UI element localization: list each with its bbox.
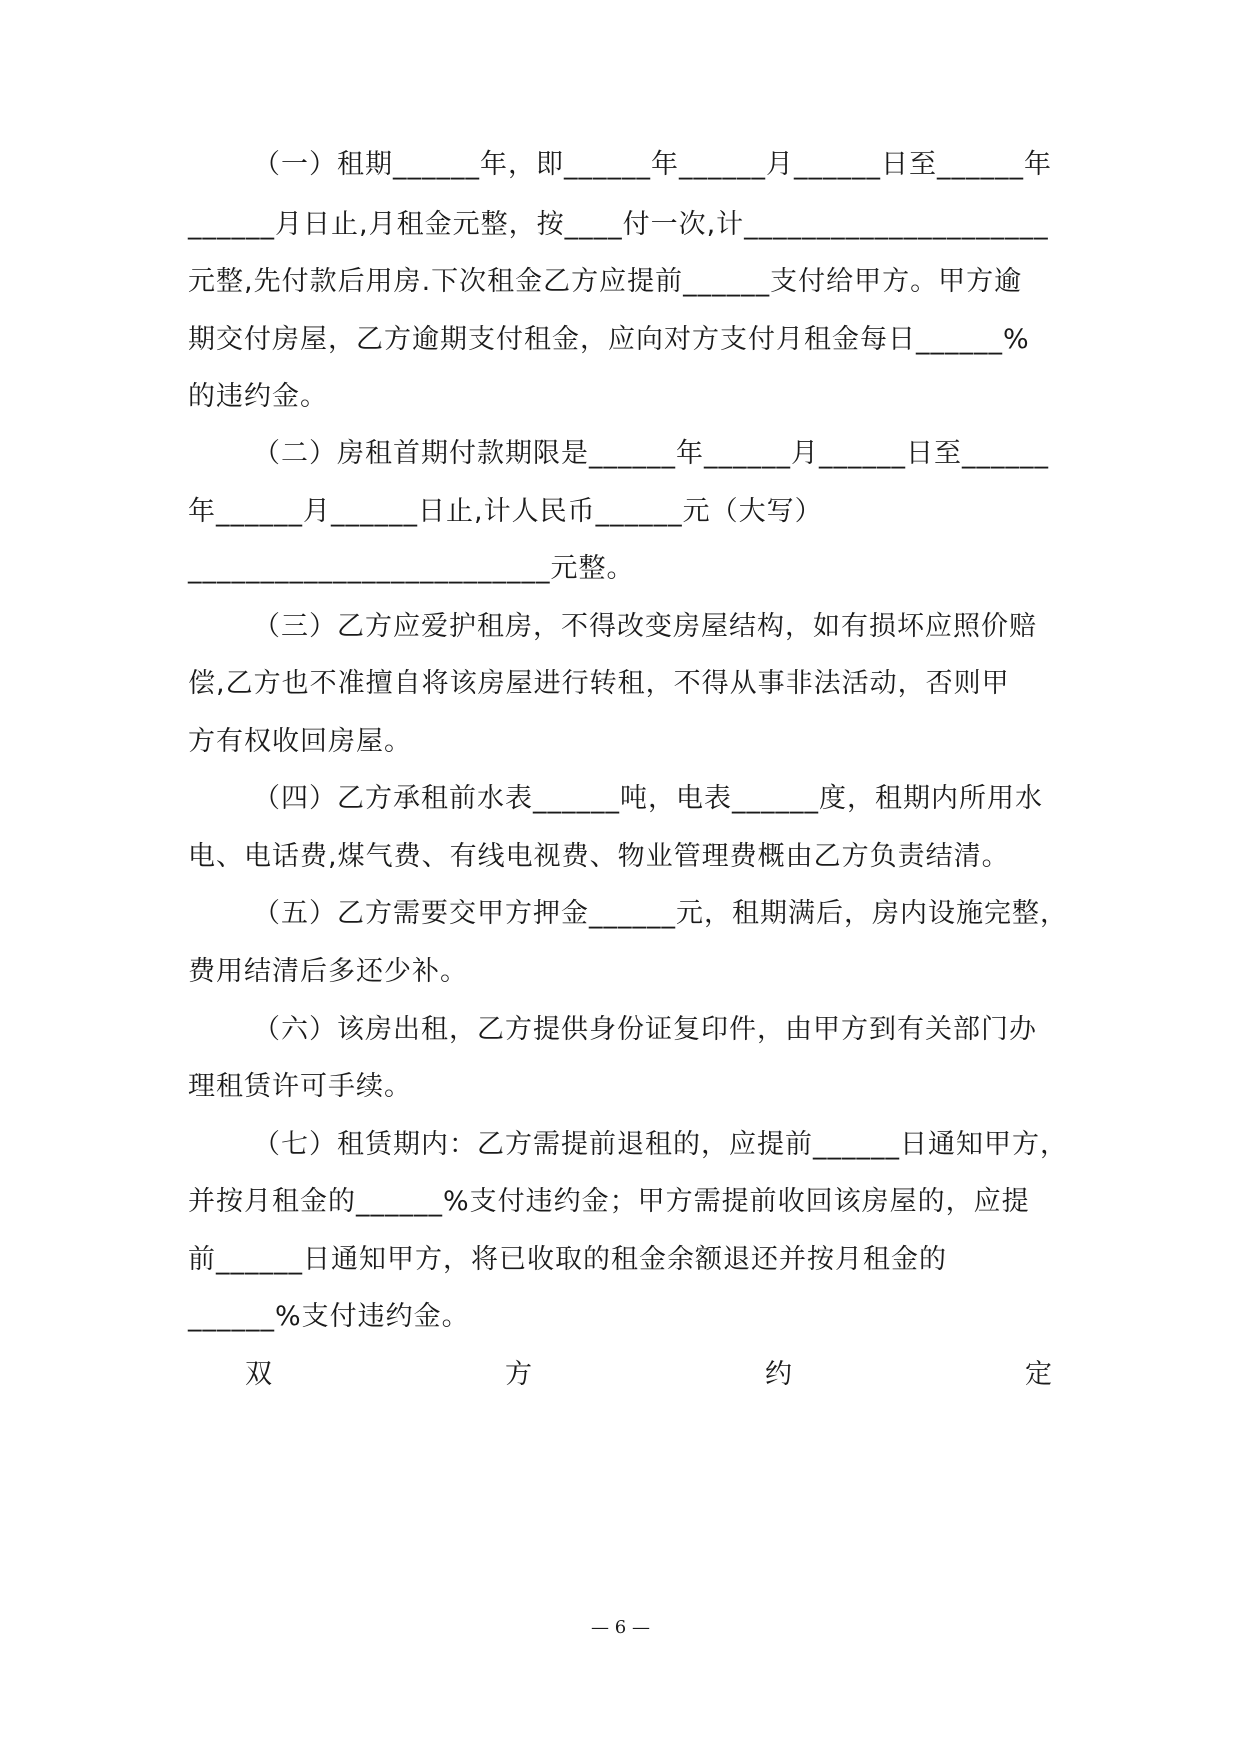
clause-4-line-1: （四）乙方承租前水表______吨，电表______度，租期内所用水 <box>253 783 1043 814</box>
heading-char-3: 约 <box>765 1359 793 1390</box>
clause-3-line-1: （三）乙方应爱护租房，不得改变房屋结构，如有损坏应照价赔 <box>253 611 1037 642</box>
clause-1-line-3: 元整,先付款后用房.下次租金乙方应提前______支付给甲方。甲方逾 <box>188 266 1023 297</box>
clause-7-line-4: ______%支付违约金。 <box>188 1301 470 1332</box>
clause-4-line-2: 电、电话费,煤气费、有线电视费、物业管理费概由乙方负责结清。 <box>188 841 1010 872</box>
clause-3-line-2: 偿,乙方也不准擅自将该房屋进行转租，不得从事非法活动，否则甲 <box>188 668 1010 699</box>
section-heading-spread <box>245 1355 1053 1395</box>
clause-2-line-3: _________________________元整。 <box>188 553 635 584</box>
heading-char-4: 定 <box>1025 1359 1053 1390</box>
clause-7-line-2: 并按月租金的______%支付违约金；甲方需提前收回该房屋的，应提 <box>188 1186 1030 1217</box>
page-number: — 6 — <box>591 1617 650 1638</box>
clause-1-line-1: （一）租期______年，即______年______月______日至______年 <box>253 149 1052 180</box>
clause-5-line-1: （五）乙方需要交甲方押金______元，租期满后，房内设施完整， <box>253 898 1068 929</box>
clause-2-line-1: （二）房租首期付款期限是______年______月______日至______ <box>253 438 1049 469</box>
clause-7-line-3: 前______日通知甲方，将已收取的租金余额退还并按月租金的 <box>188 1244 947 1275</box>
clause-2-line-2: 年______月______日止,计人民币______元（大写） <box>188 496 823 527</box>
clause-5-line-2: 费用结清后多还少补。 <box>188 956 468 987</box>
clause-6-line-2: 理租赁许可手续。 <box>188 1071 412 1102</box>
clause-1-line-5: 的违约金。 <box>188 381 328 412</box>
clause-1-line-2: ______月日止,月租金元整，按____付一次,计_____________________ <box>188 209 1049 240</box>
heading-char-2: 方 <box>505 1359 533 1390</box>
heading-char-1: 双 <box>245 1359 273 1390</box>
clause-3-line-3: 方有权收回房屋。 <box>188 726 412 757</box>
clause-1-line-4: 期交付房屋，乙方逾期支付租金，应向对方支付月租金每日______% <box>188 324 1030 355</box>
clause-6-line-1: （六）该房出租，乙方提供身份证复印件，由甲方到有关部门办 <box>253 1014 1037 1045</box>
clause-7-line-1: （七）租赁期内：乙方需提前退租的，应提前______日通知甲方， <box>253 1129 1068 1160</box>
